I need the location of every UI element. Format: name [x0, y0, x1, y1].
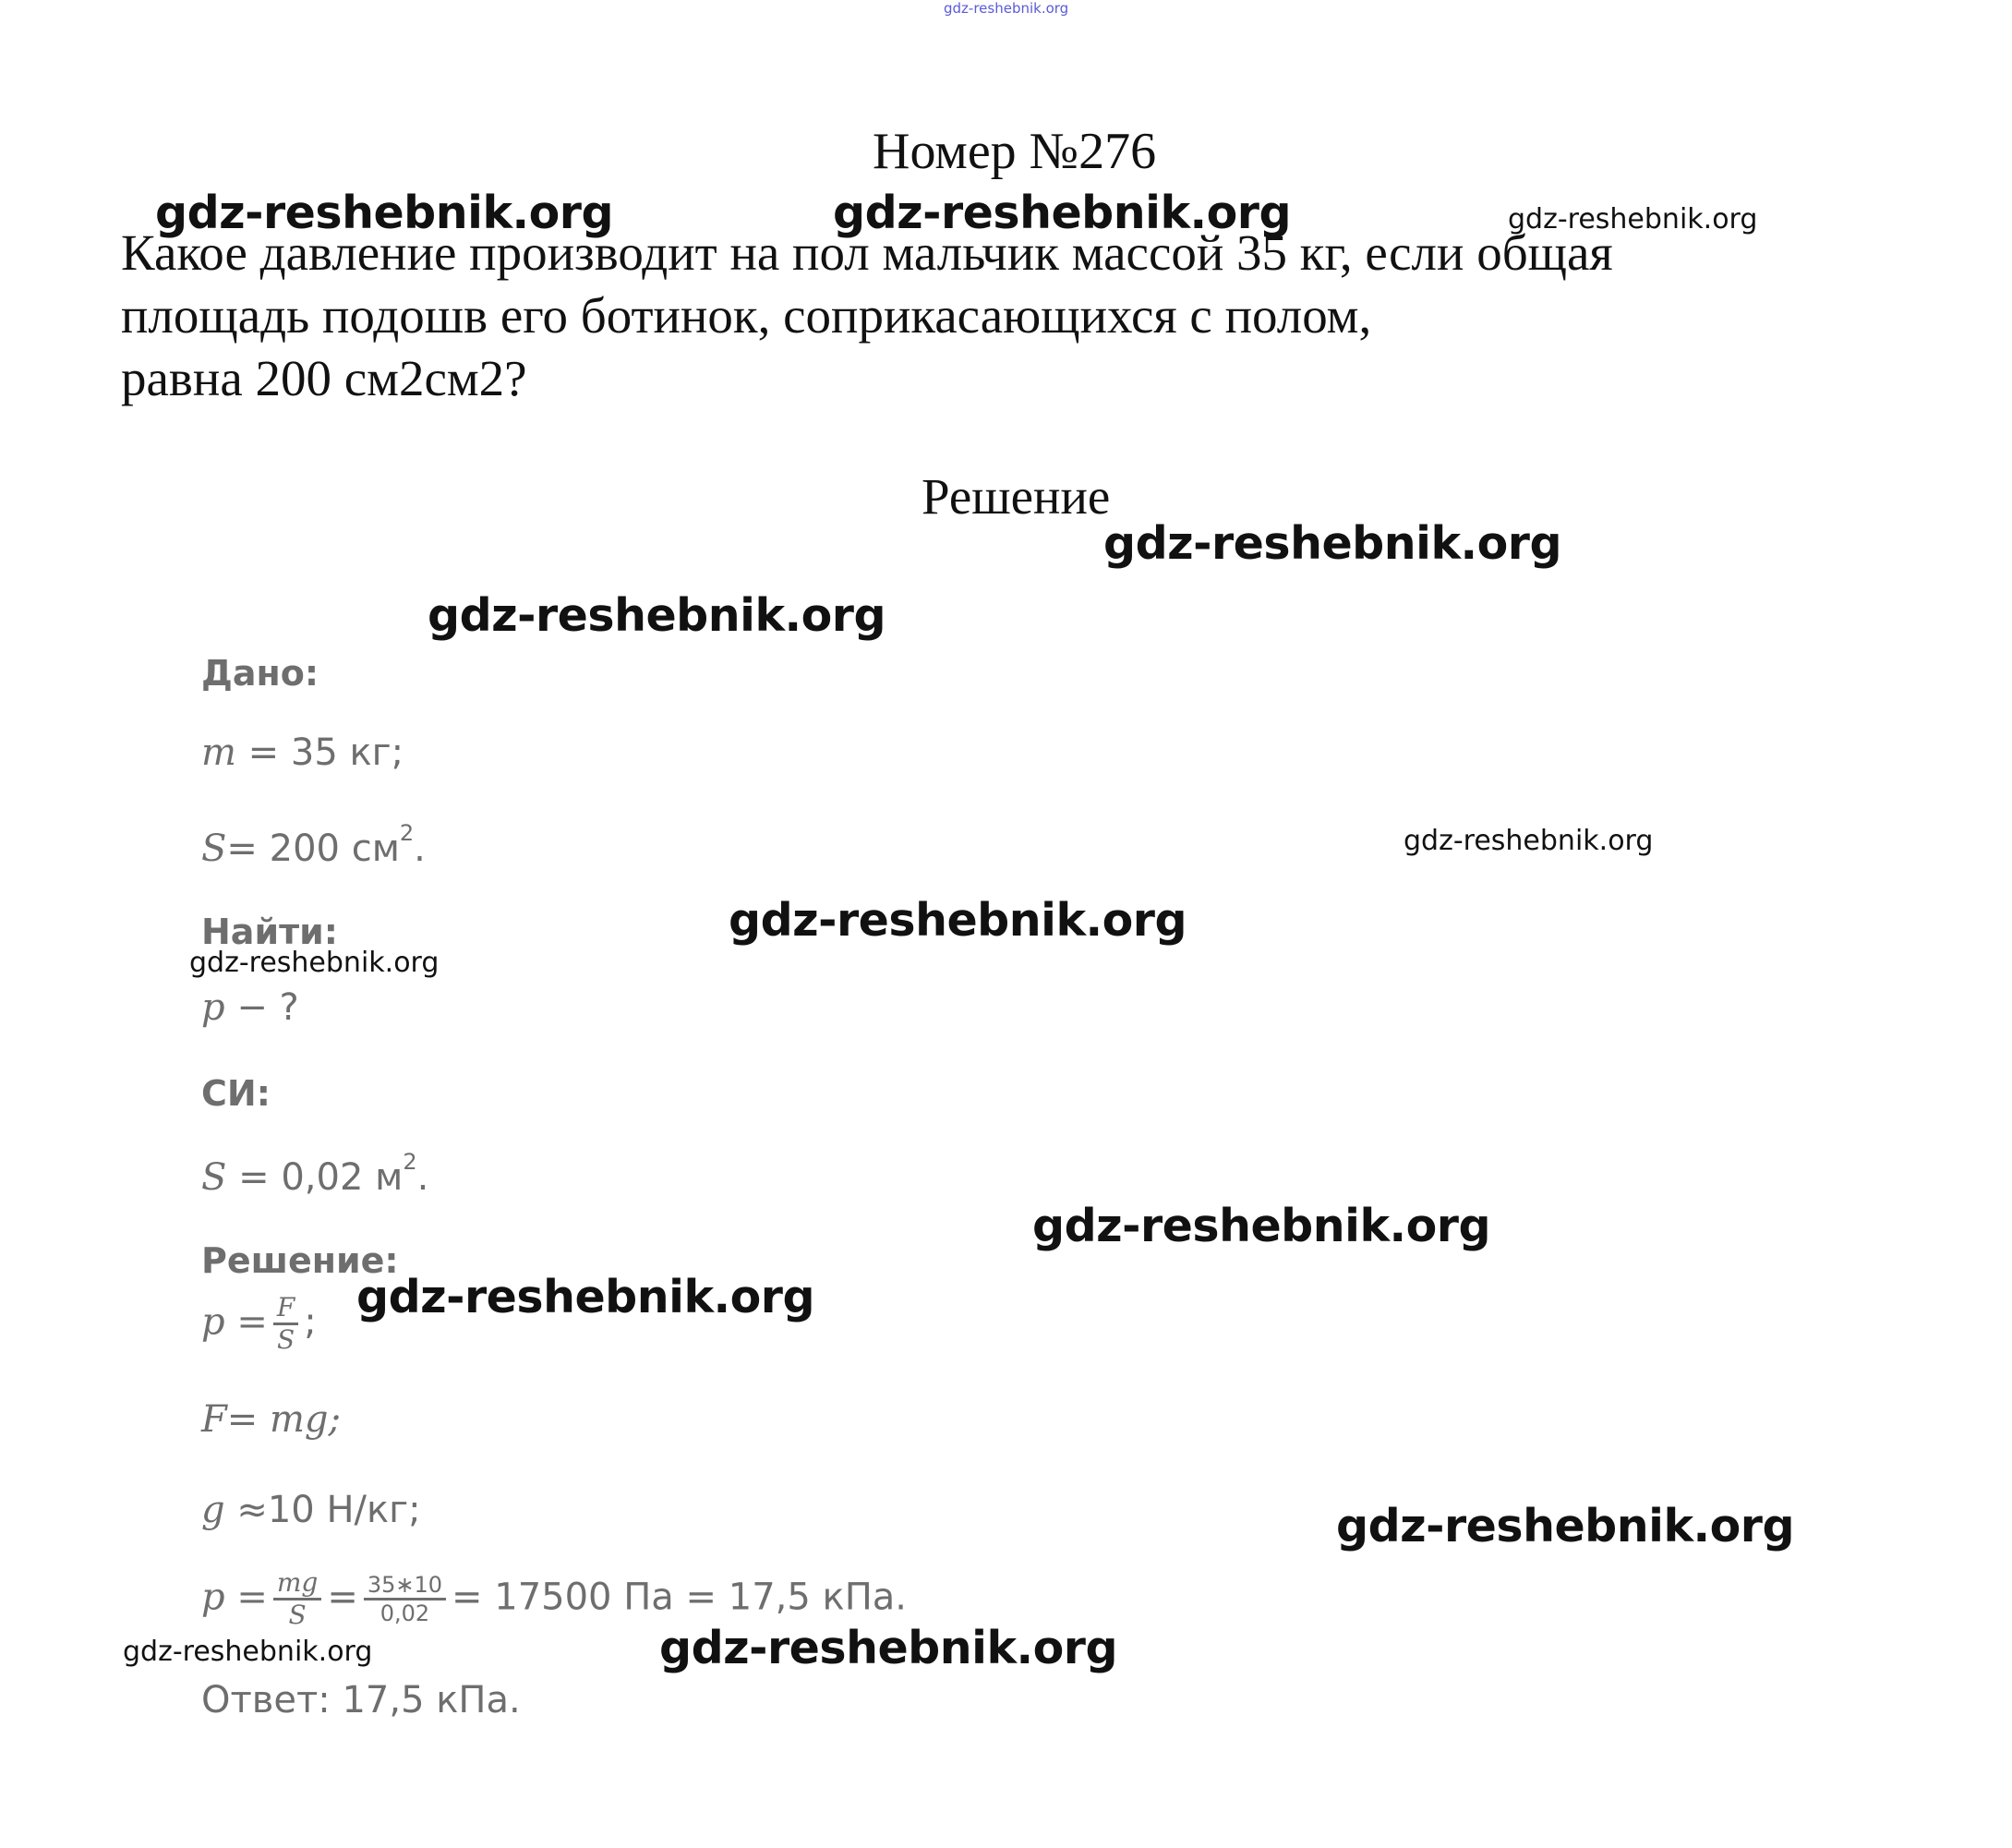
- problem-line: равна 200 см2см2?: [121, 350, 527, 406]
- watermark: gdz-reshebnik.org: [1404, 825, 1654, 857]
- given-area: [201, 820, 426, 870]
- fraction-numerator: mg: [273, 1568, 321, 1600]
- watermark: gdz-reshebnik.org: [833, 187, 1292, 239]
- calc-equals: =: [327, 1576, 358, 1619]
- problem-statement: [121, 222, 1613, 410]
- find-pressure: [201, 986, 299, 1029]
- area-end: .: [414, 827, 426, 870]
- formula-force: F= mg;: [201, 1398, 341, 1441]
- given-mass: [201, 731, 404, 774]
- problem-line: Какое давление производит на пол мальчик массой 35 кг, если общая: [121, 224, 1613, 281]
- si-area-symbol: S: [201, 1156, 227, 1199]
- fraction-denominator: S: [276, 1324, 295, 1355]
- calc-result: = 17500 Па = 17,5 кПа.: [452, 1576, 907, 1619]
- watermark: gdz-reshebnik.org: [1508, 203, 1758, 236]
- formula-gravity: [201, 1489, 421, 1531]
- si-label: СИ:: [201, 1073, 271, 1114]
- si-area-exponent: 2: [403, 1149, 417, 1175]
- pressure-symbol: p: [201, 986, 225, 1029]
- fraction-mg-over-s: [273, 1568, 321, 1630]
- watermark: gdz-reshebnik.org: [155, 187, 614, 239]
- fraction-denominator: 0,02: [380, 1600, 430, 1626]
- fraction-numerator: F: [273, 1293, 298, 1325]
- watermark: gdz-reshebnik.org: [729, 894, 1187, 947]
- watermark: gdz-reshebnik.org: [123, 1636, 373, 1668]
- gravity-symbol: g: [201, 1489, 225, 1531]
- gravity-value: ≈10 Н/кг;: [224, 1489, 421, 1531]
- watermark: gdz-reshebnik.org: [1032, 1200, 1491, 1252]
- answer: Ответ: 17,5 кПа.: [201, 1679, 521, 1721]
- si-area: [201, 1149, 428, 1199]
- mass-symbol: m: [201, 731, 236, 774]
- area-exponent: 2: [399, 820, 415, 846]
- area-value: = 200 см: [226, 827, 400, 870]
- fraction-numeric: [364, 1572, 446, 1626]
- formula-calculation: [201, 1568, 907, 1630]
- problem-line: площадь подошв его ботинок, соприкасающихся с полом,: [121, 287, 1372, 344]
- watermark-top: gdz-reshebnik.org: [944, 0, 1069, 17]
- fraction-denominator: S: [288, 1600, 307, 1630]
- watermark: gdz-reshebnik.org: [356, 1271, 815, 1323]
- fraction-numerator: 35∗10: [364, 1572, 446, 1600]
- fraction-f-over-s: [273, 1293, 298, 1355]
- mass-value: = 35 кг;: [235, 731, 404, 774]
- find-label: Найти:: [201, 912, 338, 952]
- watermark: gdz-reshebnik.org: [189, 947, 440, 979]
- solution-heading: Решение: [922, 468, 1111, 525]
- area-symbol: S: [201, 827, 227, 870]
- solution-label: Решение:: [201, 1240, 399, 1281]
- si-area-value: = 0,02 м: [226, 1156, 404, 1199]
- pressure-query: − ?: [224, 986, 299, 1029]
- formula-lhs: p =: [201, 1300, 268, 1344]
- watermark: gdz-reshebnik.org: [659, 1622, 1118, 1674]
- page-title: Номер №276: [873, 123, 1157, 180]
- given-label: Дано:: [201, 653, 319, 694]
- watermark: gdz-reshebnik.org: [1103, 517, 1562, 570]
- si-area-end: .: [416, 1156, 429, 1199]
- formula-pressure: [201, 1293, 317, 1355]
- watermark: gdz-reshebnik.org: [428, 589, 886, 642]
- formula-end: ;: [304, 1300, 317, 1344]
- watermark: gdz-reshebnik.org: [1336, 1500, 1795, 1552]
- calc-lhs: p =: [201, 1576, 268, 1619]
